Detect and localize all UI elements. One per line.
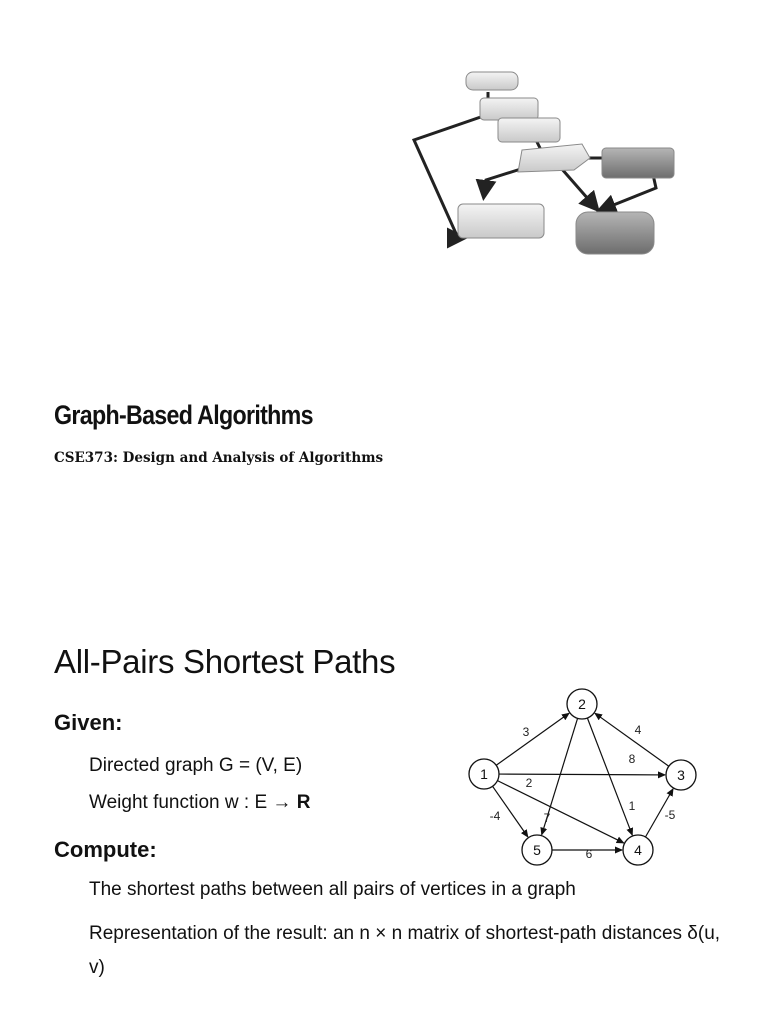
- edge-weight-2-5: 7: [543, 811, 551, 825]
- edge-weight-3-2: 4: [634, 723, 642, 737]
- edge-1-2: [496, 713, 569, 765]
- edge-1-3: [499, 774, 665, 775]
- graph-node-4: [623, 835, 653, 865]
- given-item: Directed graph G = (V, E): [89, 755, 303, 776]
- course-subtitle: CSE373: Design and Analysis of Algorithms: [54, 450, 384, 466]
- graph-node-3: [666, 760, 696, 790]
- edge-weight-5-4: 6: [585, 847, 593, 861]
- graph-node-2: [567, 689, 597, 719]
- edge-weight-1-4: 2: [525, 776, 533, 790]
- edge-weight-1-2: 3: [522, 725, 530, 739]
- graph-node-5: [522, 835, 552, 865]
- edge-weight-2-4: 1: [628, 799, 636, 813]
- node-label: 3: [677, 767, 685, 783]
- node-label: 1: [480, 766, 488, 782]
- flowchart-illustration: [376, 40, 712, 292]
- weighted-directed-graph: [460, 684, 710, 874]
- edge-weight-1-3: 8: [628, 752, 636, 766]
- given-label: Given:: [54, 710, 123, 735]
- node-label: 4: [634, 842, 642, 858]
- given-item: [89, 792, 310, 814]
- graph-node-1: [469, 759, 499, 789]
- compute-item: The shortest paths between all pairs of vertices in a graph: [89, 879, 576, 900]
- edge-1-4: [497, 781, 623, 843]
- node-label: 2: [578, 696, 586, 712]
- edge-weight-1-5: -4: [489, 809, 501, 823]
- presentation-title: Graph-Based Algorithms: [54, 400, 313, 430]
- reals-symbol: R: [296, 792, 311, 813]
- compute-label: Compute:: [54, 837, 157, 862]
- slide-heading: All-Pairs Shortest Paths: [54, 643, 396, 680]
- edge-weight-4-3: -5: [664, 808, 676, 822]
- node-label: 5: [533, 842, 541, 858]
- given-item-text: Weight function w : E →: [89, 792, 297, 813]
- compute-item: Representation of the result: an n × n matrix of shortest-path distances δ(u, v): [89, 923, 721, 978]
